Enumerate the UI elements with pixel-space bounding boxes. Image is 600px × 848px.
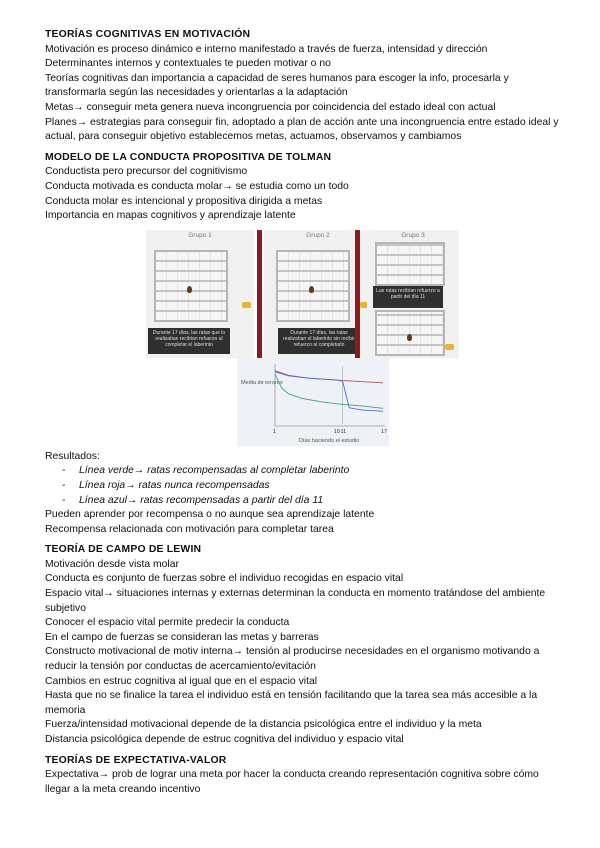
paragraph: Conducta molar es intencional y propositiva dirigida a metas <box>45 195 323 207</box>
paragraph: Teorías cognitivas dan importancia a capacidad de seres humanos para escoger la info, procesarla y transformarla según las necesidades y orientarlas a la adaptación <box>45 72 509 99</box>
paragraph: Hasta que no se finalice la tarea el individuo está en tensión facilitando que la tarea sea más accesible a la memoria <box>45 690 538 716</box>
x-tick-label: 11 <box>340 428 347 435</box>
y-axis-label: Media de errores <box>241 379 283 386</box>
errors-line-chart <box>237 358 389 446</box>
divider <box>355 230 360 358</box>
section-title-expectativa-valor: TEORÍAS DE EXPECTATIVA-VALOR <box>45 754 227 766</box>
paragraph: Conducta es conjunto de fuerzas sobre el individuo recogidas en espacio vital <box>45 573 404 585</box>
maze-image <box>375 310 445 356</box>
paragraph: Conocer el espacio vital permite predecir la conducta <box>45 617 290 629</box>
group-1-label: Grupo 1 <box>188 231 212 239</box>
paragraph: Recompensa relacionada con motivación para completar tarea <box>45 523 334 535</box>
paragraph: Pueden aprender por recompensa o no aunque sea aprendizaje latente <box>45 509 375 521</box>
paragraph: Metas→ conseguir meta genera nueva incongruencia por coincidencia del estado ideal con actual <box>45 101 496 113</box>
list-item: - Línea verde→ ratas recompensadas al completar laberinto <box>45 464 560 479</box>
series-line-azul <box>275 372 383 411</box>
paragraph: Fuerza/intensidad motivacional depende de la distancia psicológica entre el individuo y la meta <box>45 719 482 731</box>
group-2-description: Durante 17 días, las ratas realizaban el laberinto sin recibir refuerzo al completarlo <box>278 328 360 354</box>
paragraph: Conductista pero precursor del cognitivismo <box>45 166 248 178</box>
group-2-label: Grupo 2 <box>306 231 330 239</box>
paragraph: Expectativa→ prob de lograr una meta por hacer la conducta creando representación cognitiva sobre cómo llegar a la meta creando incentivo <box>45 769 539 795</box>
x-tick-label: 17 <box>381 428 388 435</box>
x-tick-label: 1 <box>273 428 277 435</box>
rat-icon <box>407 334 412 341</box>
divider <box>257 230 262 358</box>
paragraph: Espacio vital→ situaciones internas y externas determinan la conducta en momento tratándose del ambiente subjetivo <box>45 588 546 614</box>
group-3-description: Las ratas recibían refuerzo a partir del día 11 <box>373 286 443 308</box>
group-1-panel <box>146 230 254 358</box>
paragraph: Motivación desde vista molar <box>45 558 179 570</box>
group-1-description: Durante 17 días, las ratas que lo realizaban recibían refuerzo al completar el laberinto <box>148 328 230 354</box>
tolman-experiment-figure <box>45 226 560 446</box>
document-page <box>45 28 560 797</box>
rat-icon <box>309 286 314 293</box>
section-title-tolman: MODELO DE LA CONDUCTA PROPOSITIVA DE TOLMAN <box>45 151 332 163</box>
paragraph: Motivación es proceso dinámico e interno manifestado a través de fuerza, intensidad y dirección <box>45 43 488 55</box>
paragraph: Cambios en estruc cognitiva al igual que en el espacio vital <box>45 675 318 687</box>
group-3-label: Grupo 3 <box>401 231 425 239</box>
maze-image <box>375 242 445 286</box>
results-heading: Resultados: <box>45 450 100 462</box>
list-item: - Línea azul→ ratas recompensadas a partir del día 11 <box>45 494 560 509</box>
paragraph: Planes→ estrategias para conseguir fin, adoptado a plan de acción ante una incongruencia entre estado ideal y actual, para conseguir objetivo establecemos metas, actuamos, observamos y cambiamos <box>45 116 559 143</box>
paragraph: Distancia psicológica depende de estruc cognitiva del individuo y espacio vital <box>45 734 404 745</box>
paragraph: En el campo de fuerzas se consideran las metas y barreras <box>45 631 319 643</box>
paragraph: Constructo motivacional de motiv interna→ tensión al producirse necesidades en el organismo motivando a reducir la tensión por conductas de acercamiento/evitación <box>45 646 540 673</box>
chart-svg <box>237 358 389 446</box>
section-title-teorias-cognitivas: TEORÍAS COGNITIVAS EN MOTIVACIÓN <box>45 29 251 40</box>
paragraph: Importancia en mapas cognitivos y aprendizaje latente <box>45 210 296 222</box>
paragraph: Determinantes internos y contextuales te pueden motivar o no <box>45 58 331 70</box>
series-line-rojo <box>275 370 383 382</box>
results-list <box>45 464 560 508</box>
cheese-icon <box>242 302 251 308</box>
list-item: - Línea roja→ ratas nunca recompensadas <box>45 479 560 494</box>
rat-icon <box>187 286 192 293</box>
group-3-panel <box>367 230 459 358</box>
section-title-lewin: TEORÍA DE CAMPO DE LEWIN <box>45 544 202 556</box>
cheese-icon <box>445 344 454 350</box>
x-axis-label: Días haciendo el estudio <box>299 437 360 444</box>
paragraph: Conducta motivada es conducta molar→ se estudia como un todo <box>45 180 349 192</box>
x-tick-label: 10 <box>333 428 340 435</box>
